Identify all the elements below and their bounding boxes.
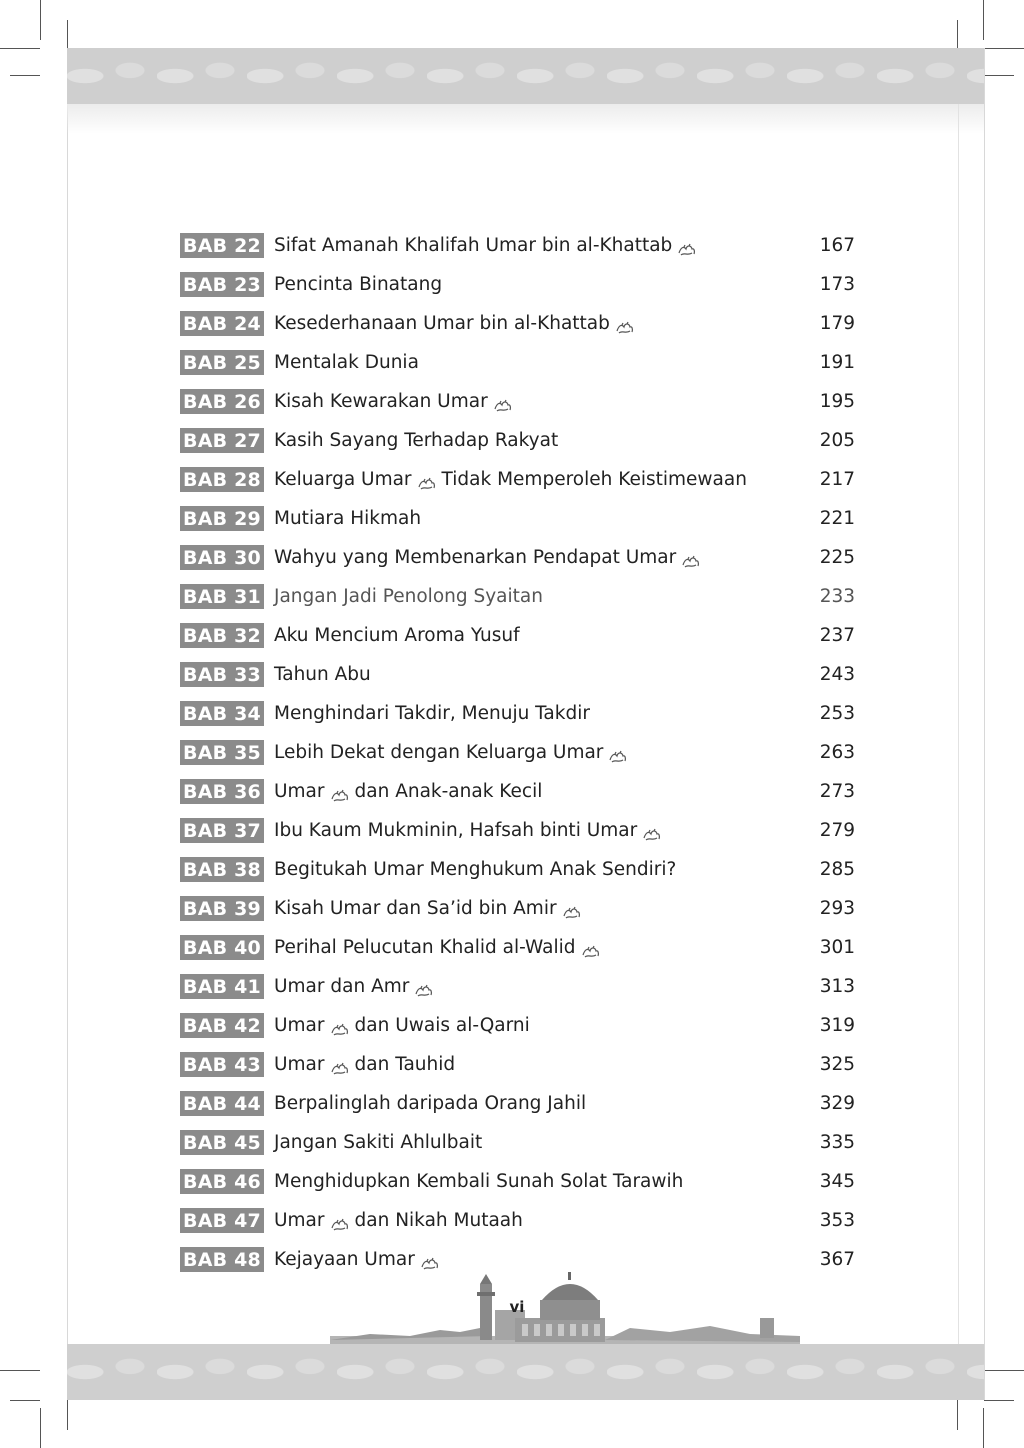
crop-mark — [957, 1400, 958, 1430]
toc-entry[interactable] — [180, 421, 855, 460]
chapter-badge: BAB 31 — [180, 584, 264, 609]
chapter-title — [264, 1015, 795, 1036]
page-number: 353 — [819, 1210, 855, 1231]
chapter-badge: BAB 35 — [180, 740, 264, 765]
page-number: 167 — [819, 235, 855, 256]
chapter-badge: BAB 28 — [180, 467, 264, 492]
chapter-badge: BAB 33 — [180, 662, 264, 687]
page-number: 243 — [819, 664, 855, 685]
page-number: 173 — [819, 274, 855, 295]
chapter-title — [264, 235, 795, 256]
mosque-skyline-illustration — [330, 1270, 800, 1350]
honorific-calligraphy-icon — [563, 904, 581, 918]
page-number: 279 — [819, 820, 855, 841]
chapter-title-text: Menghindari Takdir, Menuju Takdir — [274, 703, 590, 724]
honorific-calligraphy-icon — [643, 826, 661, 840]
chapter-badge: BAB 41 — [180, 974, 264, 999]
chapter-title-text: Sifat Amanah Khalifah Umar bin al-Khattab — [274, 235, 673, 256]
toc-entry[interactable] — [180, 733, 855, 772]
chapter-badge: BAB 45 — [180, 1130, 264, 1155]
chapter-badge: BAB 47 — [180, 1208, 264, 1233]
footer-ornament-band — [67, 1344, 984, 1400]
chapter-badge: BAB 34 — [180, 701, 264, 726]
chapter-title — [264, 508, 795, 529]
toc-entry[interactable] — [180, 772, 855, 811]
table-of-contents — [180, 226, 855, 1279]
chapter-title-text: Umar — [274, 1210, 325, 1231]
toc-entry[interactable] — [180, 1045, 855, 1084]
crop-mark — [983, 0, 984, 40]
crop-mark — [0, 48, 40, 49]
honorific-calligraphy-icon — [331, 1060, 349, 1074]
toc-entry[interactable] — [180, 694, 855, 733]
chapter-title — [264, 1132, 795, 1153]
chapter-title — [264, 1093, 795, 1114]
toc-entry[interactable] — [180, 1006, 855, 1045]
chapter-badge: BAB 38 — [180, 857, 264, 882]
crop-mark — [67, 1400, 68, 1430]
chapter-badge: BAB 43 — [180, 1052, 264, 1077]
chapter-title-text: dan Nikah Mutaah — [354, 1210, 523, 1231]
toc-entry[interactable] — [180, 538, 855, 577]
page-number: 263 — [819, 742, 855, 763]
honorific-calligraphy-icon — [678, 241, 696, 255]
chapter-title-text: Umar — [274, 1015, 325, 1036]
crop-mark — [984, 1400, 1014, 1401]
chapter-title-text: Jangan Sakiti Ahlulbait — [274, 1132, 483, 1153]
page-number: 273 — [819, 781, 855, 802]
chapter-title-text: Wahyu yang Membenarkan Pendapat Umar — [274, 547, 677, 568]
page-number: 325 — [819, 1054, 855, 1075]
toc-entry[interactable] — [180, 577, 855, 616]
chapter-badge: BAB 26 — [180, 389, 264, 414]
chapter-title-text: Kasih Sayang Terhadap Rakyat — [274, 430, 559, 451]
page-number: 179 — [819, 313, 855, 334]
crop-mark — [10, 1400, 40, 1401]
page-number: 285 — [819, 859, 855, 880]
toc-entry[interactable] — [180, 967, 855, 1006]
chapter-title — [264, 937, 795, 958]
toc-entry[interactable] — [180, 655, 855, 694]
crop-mark — [983, 1408, 984, 1448]
chapter-badge: BAB 25 — [180, 350, 264, 375]
chapter-title — [264, 1171, 795, 1192]
page-number: 329 — [819, 1093, 855, 1114]
honorific-calligraphy-icon — [494, 397, 512, 411]
crop-mark — [0, 1370, 40, 1371]
chapter-badge: BAB 46 — [180, 1169, 264, 1194]
chapter-title-text: Begitukah Umar Menghukum Anak Sendiri? — [274, 859, 677, 880]
chapter-title-text: Menghidupkan Kembali Sunah Solat Tarawih — [274, 1171, 684, 1192]
crop-mark — [10, 75, 40, 76]
chapter-badge: BAB 32 — [180, 623, 264, 648]
chapter-badge: BAB 27 — [180, 428, 264, 453]
chapter-title — [264, 664, 795, 685]
toc-entry[interactable] — [180, 343, 855, 382]
chapter-title — [264, 1210, 795, 1231]
crop-mark — [40, 1408, 41, 1448]
toc-entry[interactable] — [180, 226, 855, 265]
crop-mark — [957, 20, 958, 48]
chapter-title-text: Kisah Kewarakan Umar — [274, 391, 488, 412]
page-number: 345 — [819, 1171, 855, 1192]
chapter-title — [264, 703, 795, 724]
honorific-calligraphy-icon — [609, 748, 627, 762]
chapter-title-text: Mentalak Dunia — [274, 352, 419, 373]
chapter-title — [264, 586, 795, 607]
chapter-title — [264, 625, 795, 646]
toc-entry[interactable] — [180, 460, 855, 499]
chapter-title — [264, 781, 795, 802]
chapter-badge: BAB 44 — [180, 1091, 264, 1116]
honorific-calligraphy-icon — [415, 982, 433, 996]
chapter-title — [264, 742, 795, 763]
chapter-badge: BAB 23 — [180, 272, 264, 297]
crop-mark — [984, 1370, 1024, 1371]
crop-mark — [984, 48, 1024, 49]
chapter-badge: BAB 37 — [180, 818, 264, 843]
chapter-title — [264, 859, 795, 880]
chapter-title-text: Lebih Dekat dengan Keluarga Umar — [274, 742, 604, 763]
toc-entry[interactable] — [180, 928, 855, 967]
chapter-title-text: Perihal Pelucutan Khalid al-Walid — [274, 937, 576, 958]
chapter-title — [264, 898, 795, 919]
chapter-title-text: Umar — [274, 1054, 325, 1075]
page-number: 191 — [819, 352, 855, 373]
chapter-title-text: Pencinta Binatang — [274, 274, 443, 295]
chapter-badge: BAB 30 — [180, 545, 264, 570]
page-number: 221 — [819, 508, 855, 529]
chapter-title — [264, 352, 795, 373]
chapter-title — [264, 547, 795, 568]
chapter-title-text: Keluarga Umar — [274, 469, 412, 490]
toc-entry[interactable] — [180, 889, 855, 928]
toc-entry[interactable] — [180, 811, 855, 850]
chapter-badge: BAB 24 — [180, 311, 264, 336]
honorific-calligraphy-icon — [682, 553, 700, 567]
chapter-title-text: Berpalinglah daripada Orang Jahil — [274, 1093, 587, 1114]
page-number: 293 — [819, 898, 855, 919]
page-number: 319 — [819, 1015, 855, 1036]
chapter-title-text: dan Uwais al-Qarni — [354, 1015, 530, 1036]
toc-entry[interactable] — [180, 1084, 855, 1123]
toc-entry[interactable] — [180, 1162, 855, 1201]
honorific-calligraphy-icon — [421, 1255, 439, 1269]
chapter-title-text: Umar — [274, 781, 325, 802]
chapter-title-text: Jangan Jadi Penolong Syaitan — [274, 586, 543, 607]
toc-entry[interactable] — [180, 1201, 855, 1240]
honorific-calligraphy-icon — [331, 787, 349, 801]
page-number: 335 — [819, 1132, 855, 1153]
honorific-calligraphy-icon — [582, 943, 600, 957]
page-folio: vi — [509, 1298, 525, 1316]
honorific-calligraphy-icon — [331, 1216, 349, 1230]
chapter-title — [264, 1249, 795, 1270]
toc-entry[interactable] — [180, 499, 855, 538]
chapter-title-text: dan Tauhid — [354, 1054, 456, 1075]
chapter-title-text: Mutiara Hikmah — [274, 508, 422, 529]
chapter-title — [264, 274, 795, 295]
toc-entry[interactable] — [180, 265, 855, 304]
page-number: 253 — [819, 703, 855, 724]
chapter-title-text: Umar dan Amr — [274, 976, 410, 997]
chapter-title — [264, 1054, 795, 1075]
crop-mark — [67, 20, 68, 48]
toc-entry[interactable] — [180, 304, 855, 343]
toc-entry[interactable] — [180, 616, 855, 655]
page-number: 313 — [819, 976, 855, 997]
chapter-title-text: Ibu Kaum Mukminin, Hafsah binti Umar — [274, 820, 638, 841]
chapter-badge: BAB 22 — [180, 233, 264, 258]
chapter-badge: BAB 39 — [180, 896, 264, 921]
toc-entry[interactable] — [180, 850, 855, 889]
chapter-title — [264, 391, 795, 412]
chapter-title-text: Tidak Memperoleh Keistimewaan — [441, 469, 747, 490]
chapter-badge: BAB 29 — [180, 506, 264, 531]
chapter-title-text: Tahun Abu — [274, 664, 371, 685]
toc-entry[interactable] — [180, 382, 855, 421]
header-ornament-band — [67, 48, 984, 104]
chapter-badge: BAB 36 — [180, 779, 264, 804]
chapter-badge: BAB 42 — [180, 1013, 264, 1038]
chapter-title-text: Kesederhanaan Umar bin al-Khattab — [274, 313, 610, 334]
page-number: 205 — [819, 430, 855, 451]
page-number: 367 — [819, 1249, 855, 1270]
page-number: 195 — [819, 391, 855, 412]
crop-mark — [40, 0, 41, 40]
page-number: 301 — [819, 937, 855, 958]
chapter-badge: BAB 40 — [180, 935, 264, 960]
chapter-title — [264, 313, 795, 334]
chapter-title — [264, 976, 795, 997]
chapter-title-text: Kejayaan Umar — [274, 1249, 415, 1270]
page-number: 237 — [819, 625, 855, 646]
page-number: 217 — [819, 469, 855, 490]
chapter-title-text: dan Anak-anak Kecil — [354, 781, 543, 802]
chapter-title-text: Kisah Umar dan Sa’id bin Amir — [274, 898, 557, 919]
honorific-calligraphy-icon — [331, 1021, 349, 1035]
honorific-calligraphy-icon — [616, 319, 634, 333]
chapter-title — [264, 820, 795, 841]
honorific-calligraphy-icon — [418, 475, 436, 489]
chapter-title-text: Aku Mencium Aroma Yusuf — [274, 625, 520, 646]
chapter-title — [264, 430, 795, 451]
margin-rule — [958, 104, 959, 1344]
toc-entry[interactable] — [180, 1123, 855, 1162]
page-number: 233 — [819, 586, 855, 607]
page-number: 225 — [819, 547, 855, 568]
chapter-badge: BAB 48 — [180, 1247, 264, 1272]
crop-mark — [984, 75, 1014, 76]
chapter-title — [264, 469, 795, 490]
